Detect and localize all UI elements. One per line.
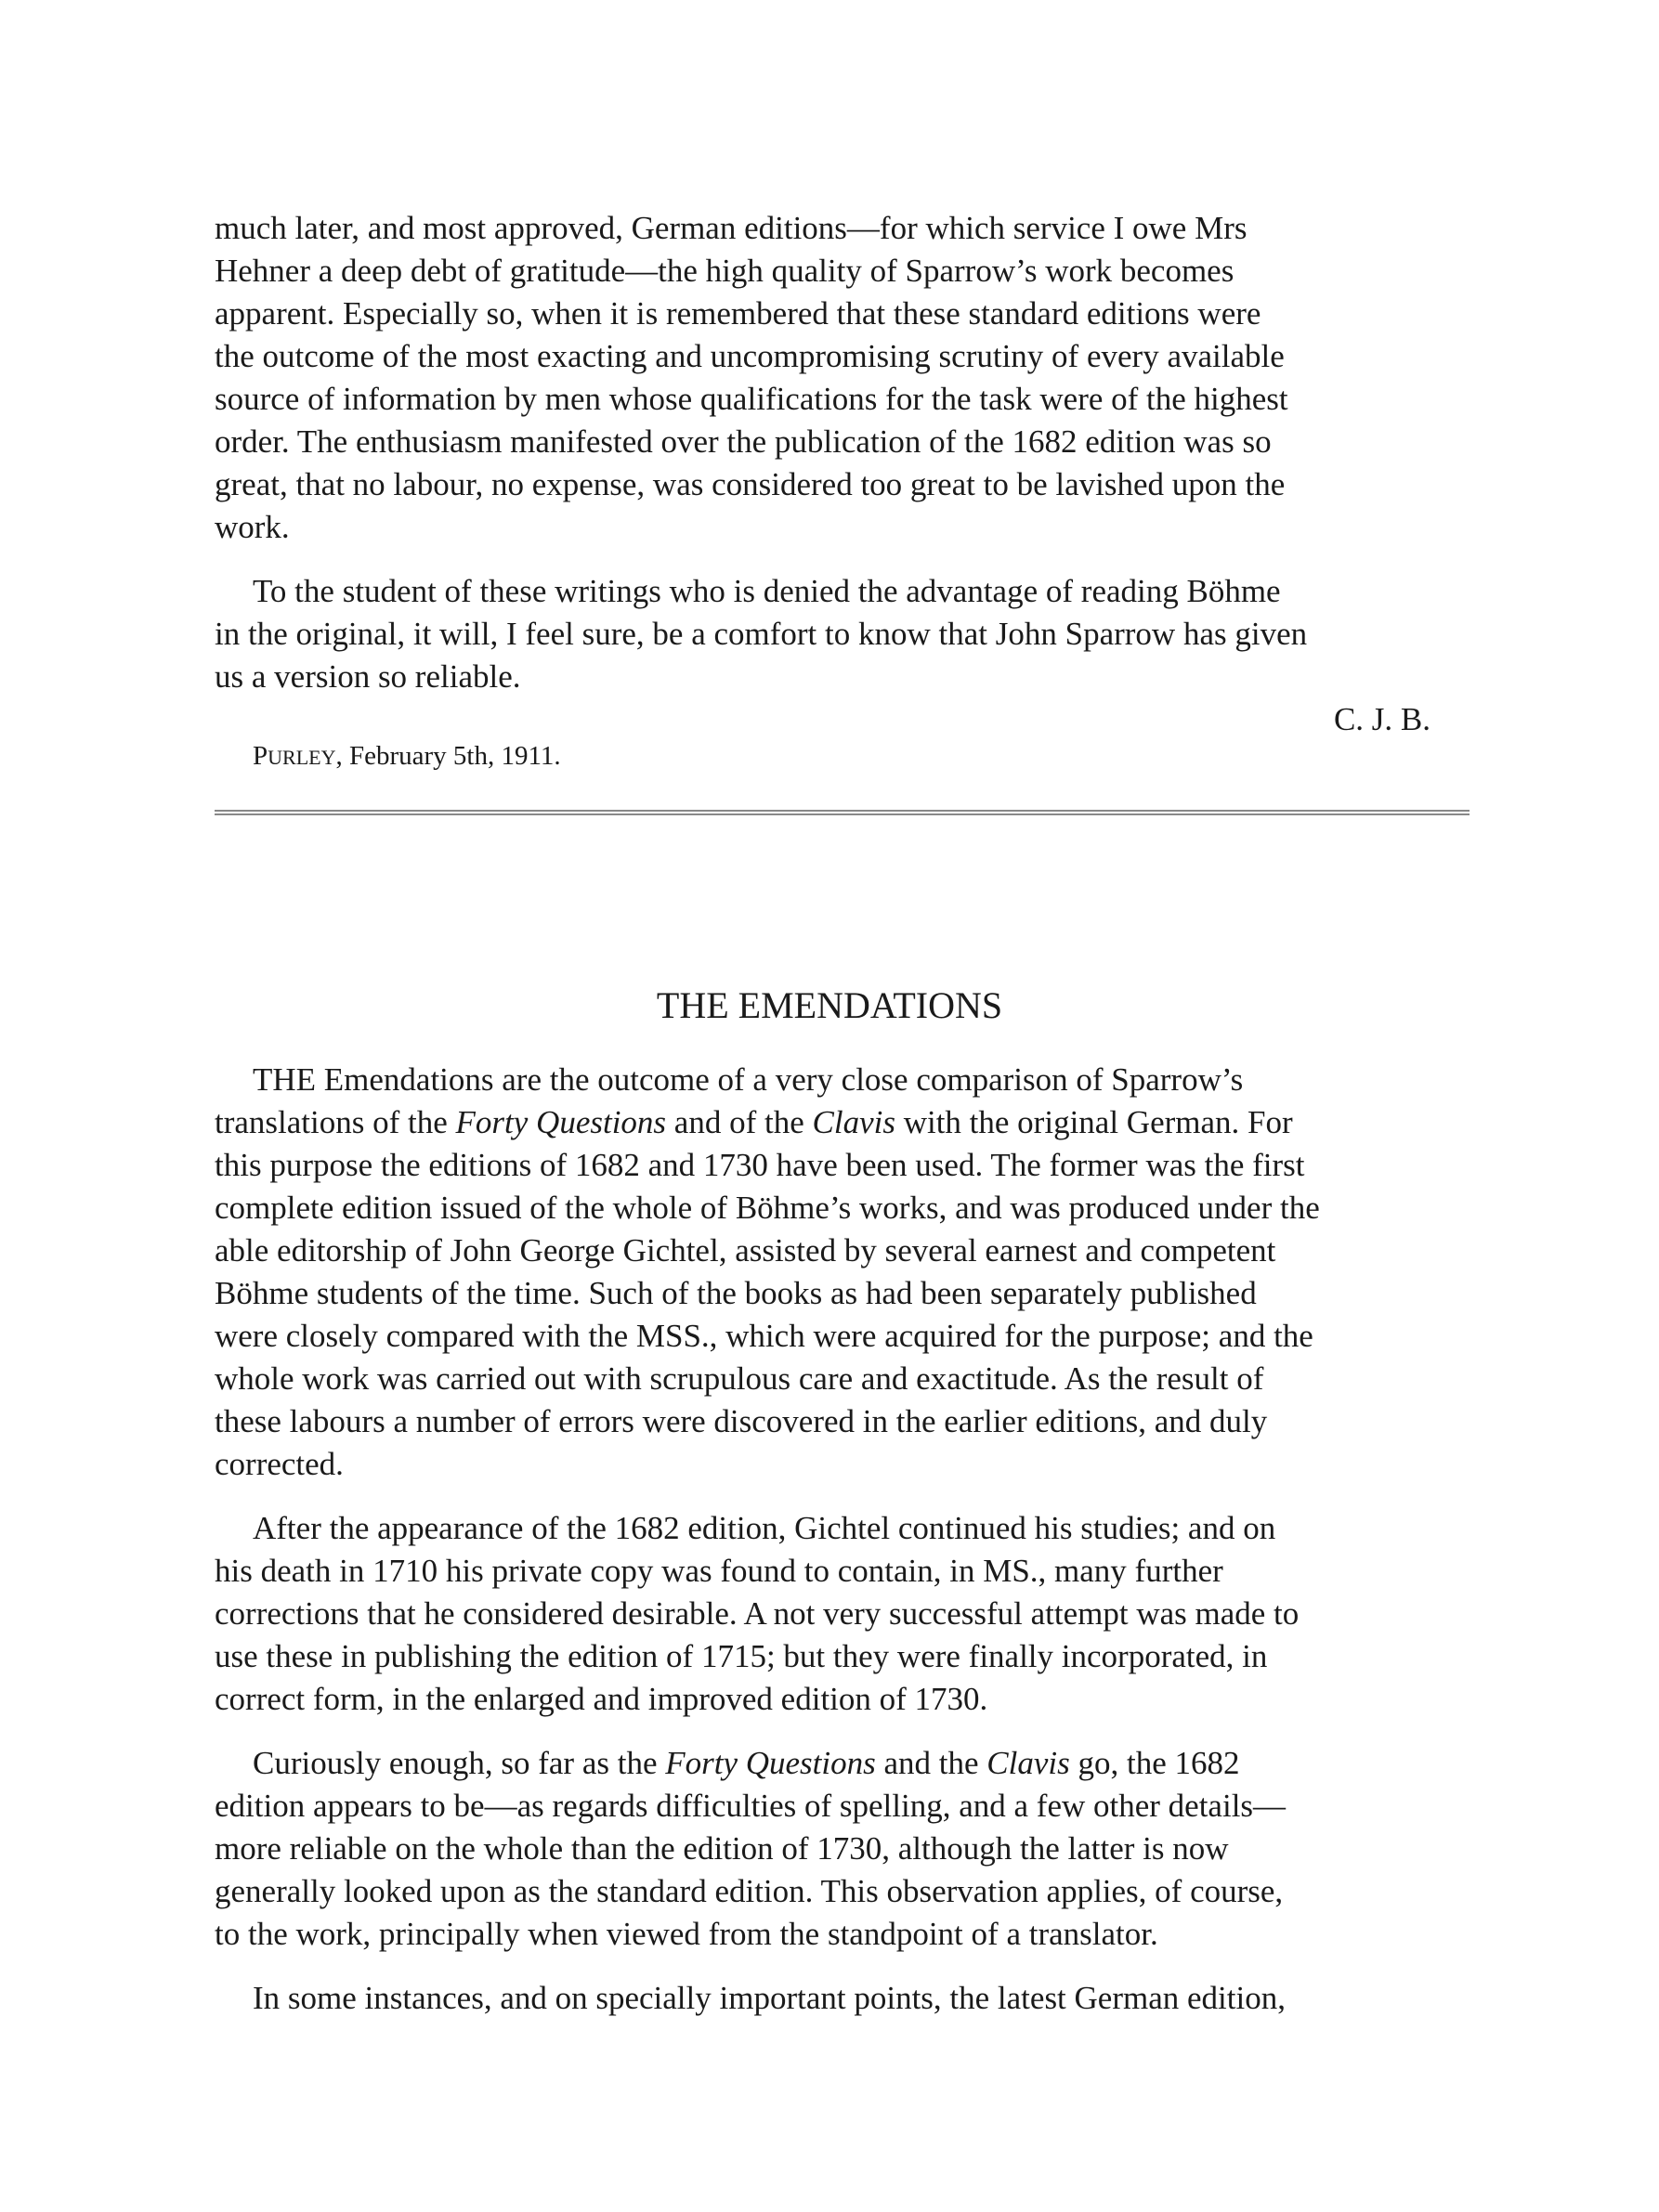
text-segment: were closely compared with the MSS., which were acquired for the purpose; and the [215,1318,1313,1354]
section-divider [215,810,1470,815]
text-line [215,1828,1470,1870]
signature-initials: C. J. B. [1333,701,1430,737]
text-segment: use these in publishing the edition of 1715; but they were finally incorporated, in [215,1638,1268,1674]
italic-title: Forty Questions [455,1104,667,1140]
text-segment: Curiously enough, so far as the [253,1745,666,1781]
text-segment: In some instances, and on specially important points, the latest German edition, [253,1980,1286,2016]
text-segment: work. [215,509,290,545]
text-segment: his death in 1710 his private copy was found to contain, in MS., many further [215,1553,1223,1589]
text-line [215,463,1470,506]
text-segment: Böhme students of the time. Such of the books as had been separately published [215,1275,1257,1311]
italic-title: Clavis [812,1104,895,1140]
text-line [215,1913,1470,1956]
text-line [215,335,1470,378]
text-line [215,570,1470,613]
text-segment: able editorship of John George Gichtel, assisted by several earnest and competent [215,1232,1276,1269]
text-line [215,1635,1470,1678]
section-heading: THE EMENDATIONS [656,984,1003,1026]
text-segment: source of information by men whose qualifications for the task were of the highest [215,381,1288,417]
paragraph [215,1977,1470,2020]
text-line [215,1187,1470,1230]
paragraph [215,207,1470,549]
text-line [215,1315,1470,1358]
text-line [215,506,1470,549]
text-line [215,656,1470,698]
text-line [215,293,1470,335]
text-line [215,613,1470,656]
text-line [215,250,1470,293]
text-segment: THE Emendations are the outcome of a very close comparison of Sparrow’s [253,1061,1244,1098]
text-line [215,1272,1470,1315]
text-segment: order. The enthusiasm manifested over the publication of the 1682 edition was so [215,423,1272,460]
text-line [215,1400,1470,1443]
text-line [215,207,1470,250]
text-segment: with the original German. For [895,1104,1293,1140]
preface-closing-text [215,207,1470,720]
date: , February 5th, 1911. [335,741,561,771]
text-segment: much later, and most approved, German editions—for which service I owe Mrs [215,210,1248,246]
text-line [215,1230,1470,1272]
text-segment: apparent. Especially so, when it is remembered that these standard editions were [215,295,1261,332]
text-segment: to the work, principally when viewed from the standpoint of a translator. [215,1916,1158,1952]
text-line [215,1870,1470,1913]
paragraph [215,1059,1470,1486]
text-segment: great, that no labour, no expense, was considered too great to be lavished upon the [215,466,1286,502]
text-segment: go, the 1682 [1069,1745,1240,1781]
text-segment: this purpose the editions of 1682 and 1730 have been used. The former was the first [215,1147,1305,1183]
text-segment: edition appears to be—as regards difficulties of spelling, and a few other details— [215,1788,1287,1824]
text-line [215,378,1470,421]
text-segment: corrections that he considered desirable. A not very successful attempt was made to [215,1595,1300,1632]
text-line [215,1443,1470,1486]
text-segment: To the student of these writings who is denied the advantage of reading Böhme [253,573,1281,609]
text-segment: After the appearance of the 1682 edition, Gichtel continued his studies; and on [253,1510,1276,1546]
text-line [215,1507,1470,1550]
text-line [215,421,1470,463]
text-line [215,1593,1470,1635]
place-small-caps: URLEY [268,746,336,769]
text-segment: correct form, in the enlarged and improved edition of 1730. [215,1681,988,1717]
text-segment: and of the [666,1104,813,1140]
place-initial: P [253,741,268,771]
text-line [215,1144,1470,1187]
text-segment: Hehner a deep debt of gratitude—the high quality of Sparrow’s work becomes [215,253,1234,289]
text-line [215,1550,1470,1593]
place-and-date [253,737,561,776]
text-segment: in the original, it will, I feel sure, be a comfort to know that John Sparrow has given [215,616,1308,652]
text-line [215,1059,1470,1101]
text-segment: corrected. [215,1446,344,1482]
text-line [215,1742,1470,1785]
text-segment: generally looked upon as the standard edition. This observation applies, of course, [215,1873,1284,1909]
paragraph [215,570,1470,698]
italic-title: Forty Questions [665,1745,876,1781]
text-line [215,1785,1470,1828]
italic-title: Clavis [986,1745,1070,1781]
text-segment: translations of the [215,1104,456,1140]
text-line [215,1977,1470,2020]
emendations-text [215,1059,1470,2041]
text-segment: more reliable on the whole than the edition of 1730, although the latter is now [215,1830,1229,1867]
text-segment: and the [875,1745,987,1781]
text-line [215,1358,1470,1400]
paragraph [215,1742,1470,1956]
text-segment: these labours a number of errors were discovered in the earlier editions, and duly [215,1403,1268,1439]
text-segment: complete edition issued of the whole of Böhme’s works, and was produced under the [215,1190,1320,1226]
text-segment: whole work was carried out with scrupulous care and exactitude. As the result of [215,1360,1264,1397]
text-line [215,1101,1470,1144]
text-segment: the outcome of the most exacting and uncompromising scrutiny of every available [215,338,1285,374]
text-line [215,1678,1470,1721]
paragraph [215,1507,1470,1721]
text-segment: us a version so reliable. [215,658,521,695]
